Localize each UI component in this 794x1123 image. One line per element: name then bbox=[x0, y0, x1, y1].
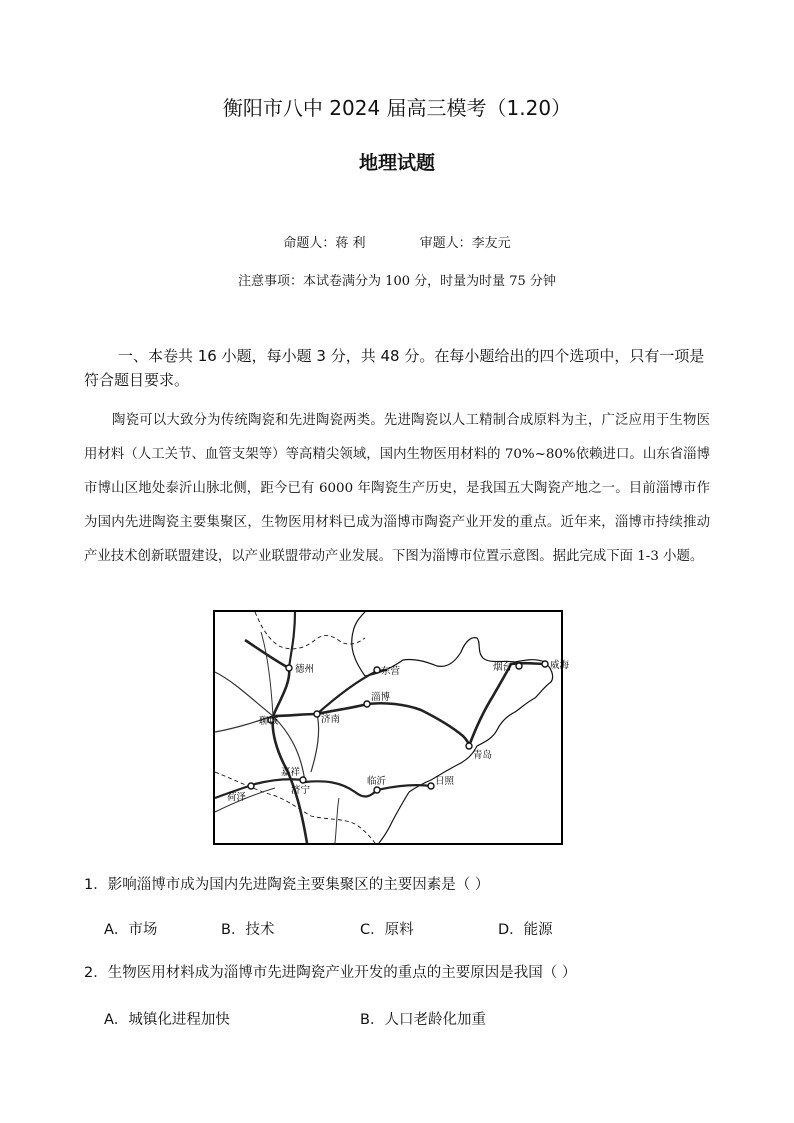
coastline bbox=[365, 638, 553, 792]
passage-text: 陶瓷可以大致分为传统陶瓷和先进陶瓷两类。先进陶瓷以人工精制合成原料为主，广泛应用于生物医用材料（人工关节、血管支架等）等高精尖领域，国内生物医用材料的 70%~80%依赖进口。山东省淄博市博山区地处泰沂山脉北侧，距今已有 6000 年陶瓷生产历史，是我国五大陶瓷产地之一。目前淄博市作为国内先进陶瓷主要集聚区，生物医用材料已成为淄博市陶瓷产业开发的重点。近年来，淄博市持续推动产业技术创新联盟建设，以产业联盟带动产业发展。下图为淄博市位置示意图。据此完成下面 1-3 小题。 bbox=[84, 413, 710, 564]
city-marker-qingdao bbox=[466, 743, 472, 749]
railway-north bbox=[289, 612, 295, 668]
city-label-weihai: 威海 bbox=[550, 660, 570, 671]
zibo-location-map bbox=[213, 610, 570, 845]
question-2-option-a[interactable]: A．城镇化进程加快 bbox=[104, 1012, 230, 1028]
road-1 bbox=[215, 672, 273, 716]
province-boundary-south bbox=[215, 772, 375, 843]
coast-south bbox=[379, 792, 409, 843]
city-label-jinan: 济南 bbox=[321, 714, 341, 725]
city-label-dezhou: 德州 bbox=[295, 664, 315, 675]
city-marker-zibo bbox=[364, 701, 370, 707]
question-1-option-d[interactable]: D．能源 bbox=[498, 922, 553, 938]
map-svg bbox=[215, 612, 570, 843]
city-marker-jining bbox=[300, 777, 306, 783]
city-marker-dongying bbox=[374, 667, 380, 673]
city-label-qingdao: 青岛 bbox=[473, 750, 493, 761]
question-1-option-c[interactable]: C．原料 bbox=[360, 922, 414, 938]
city-marker-jinan bbox=[314, 711, 320, 717]
city-label-yantai: 烟台 bbox=[493, 662, 513, 673]
city-marker-weihai bbox=[542, 661, 548, 667]
city-marker-linyi bbox=[374, 787, 380, 793]
road-4 bbox=[311, 714, 319, 772]
city-marker-rizhao bbox=[428, 783, 434, 789]
exam-subtitle: 地理试题 bbox=[358, 152, 435, 174]
city-label-zibo: 淄博 bbox=[371, 692, 391, 703]
city-marker-dezhou bbox=[286, 665, 292, 671]
city-marker-yantai bbox=[516, 663, 522, 669]
question-1-stem: 1．影响淄博市成为国内先进陶瓷主要集聚区的主要因素是（ ） bbox=[84, 877, 490, 893]
question-2-option-b[interactable]: B．人口老龄化加重 bbox=[360, 1012, 486, 1028]
exam-title: 衡阳市八中 2024 届高三模考（1.20） bbox=[222, 96, 572, 120]
province-boundary bbox=[255, 612, 365, 649]
road-6 bbox=[261, 632, 273, 716]
city-label-dongying: 东营 bbox=[381, 666, 401, 677]
question-2-stem: 2．生物医用材料成为淄博市先进陶瓷产业开发的重点的主要原因是我国（ ） bbox=[84, 965, 577, 981]
road-7 bbox=[335, 798, 339, 843]
city-label-jiaxiang: 嘉祥 bbox=[281, 767, 301, 778]
question-reviewer: 审题人：李友元 bbox=[419, 236, 511, 251]
city-label-linyi: 临沂 bbox=[367, 776, 387, 787]
exam-notice: 注意事项：本试卷满分为 100 分，时量为时量 75 分钟 bbox=[238, 274, 556, 289]
city-label-rizhao: 日照 bbox=[435, 776, 455, 787]
city-label-jining: 济宁 bbox=[291, 785, 311, 796]
author-line bbox=[0, 232, 794, 251]
section-instructions: 一、本卷共 16 小题，每小题 3 分，共 48 分。在每小题给出的四个选项中，只有一项是符合题目要求。 bbox=[84, 347, 705, 389]
railway-jinan-qingdao bbox=[273, 703, 469, 746]
question-1-option-a[interactable]: A．市场 bbox=[104, 922, 158, 938]
railway-qingdao-yantai bbox=[469, 663, 545, 746]
city-label-liaocheng: 聊城 bbox=[259, 716, 279, 727]
question-setter: 命题人：蒋 利 bbox=[283, 236, 366, 251]
city-marker-heze bbox=[248, 783, 254, 789]
city-label-heze: 荷泽 bbox=[227, 792, 247, 803]
question-1-option-b[interactable]: B．技术 bbox=[221, 922, 275, 938]
